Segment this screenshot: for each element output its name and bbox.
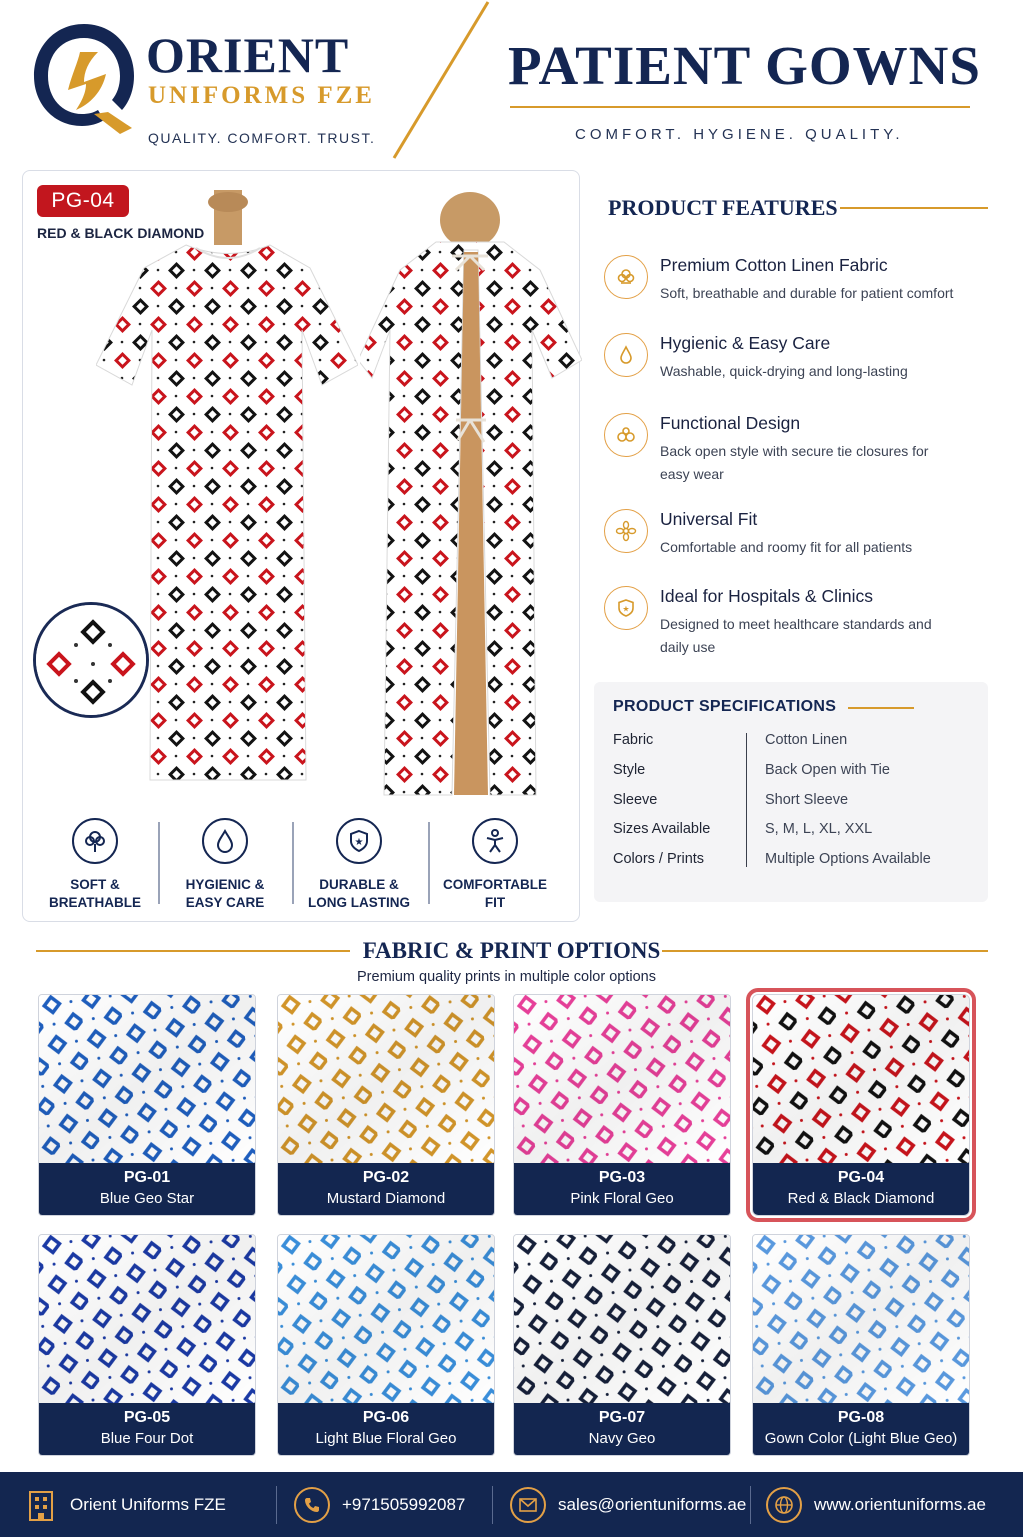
fabric-swatch-label (39, 1163, 255, 1215)
feature-title: Premium Cotton Linen Fabric (660, 255, 888, 275)
fabric-swatch-label (753, 1163, 969, 1215)
fabric-swatch-pg-05[interactable] (38, 1234, 256, 1456)
fabric-code: PG-02 (362, 1169, 410, 1186)
feature-desc: Comfortable and roomy fit for all patients (660, 539, 913, 555)
fabric-name: Navy Geo (588, 1430, 656, 1447)
fabric-swatch-label (278, 1403, 494, 1455)
spec-value: Cotton Linen (765, 732, 848, 748)
badge-label: HYGIENIC & EASY CARE (185, 877, 265, 910)
drop-icon (604, 333, 648, 377)
fabric-swatch-pg-08[interactable] (752, 1234, 970, 1456)
header-divider-slash (380, 0, 500, 160)
footer-company-name: Orient Uniforms FZE (70, 1494, 226, 1514)
footer-divider (492, 1486, 493, 1524)
fabric-pattern-preview (39, 995, 255, 1167)
person-comfort-icon (472, 818, 518, 864)
spec-key: Style (613, 762, 646, 778)
fabric-swatch-pg-04[interactable] (752, 994, 970, 1216)
gown-back-image (360, 190, 582, 800)
fabric-name: Pink Floral Geo (570, 1190, 674, 1207)
fabric-pattern-preview (753, 995, 969, 1167)
phone-icon (294, 1487, 330, 1523)
fabric-pattern-preview (278, 1235, 494, 1407)
title-tagline: COMFORT. HYGIENE. QUALITY. (575, 126, 904, 143)
feature-desc: Washable, quick-drying and long-lasting (660, 363, 908, 379)
flower-icon (604, 509, 648, 553)
brand-tagline: QUALITY. COMFORT. TRUST. (148, 130, 376, 146)
footer-website-url[interactable]: www.orientuniforms.ae (814, 1494, 986, 1514)
globe-icon (766, 1487, 802, 1523)
svg-text:★: ★ (622, 604, 630, 614)
shield-star-icon (336, 818, 382, 864)
fabric-code: PG-06 (362, 1409, 410, 1426)
badge-label: DURABLE & LONG LASTING (308, 877, 410, 910)
fabric-pattern-preview (514, 995, 730, 1167)
cotton-icon (604, 255, 648, 299)
feature-desc: Soft, breathable and durable for patient comfort (660, 285, 954, 301)
badge-soft-breathable (30, 818, 160, 912)
footer-email[interactable] (510, 1472, 746, 1537)
footer-phone-number[interactable]: +971505992087 (342, 1494, 466, 1514)
shield-icon (604, 586, 648, 630)
title-rule (510, 106, 970, 108)
spec-value: Back Open with Tie (765, 762, 890, 778)
fabric-swatch-pg-01[interactable] (38, 994, 256, 1216)
feature-badges (36, 818, 566, 914)
spec-value: Multiple Options Available (765, 851, 931, 867)
spec-key: Colors / Prints (613, 851, 705, 867)
orient-logo-mark (28, 18, 140, 136)
fabric-code: PG-08 (837, 1409, 885, 1426)
brand-name: ORIENT (146, 27, 350, 83)
email-icon (510, 1487, 546, 1523)
feature-title: Ideal for Hospitals & Clinics (660, 586, 873, 606)
fabric-swatch-label (514, 1403, 730, 1455)
fabric-pattern-preview (514, 1235, 730, 1407)
features-heading: PRODUCT FEATURES (608, 195, 838, 220)
footer-phone[interactable] (294, 1472, 465, 1537)
feature-desc: Designed to meet healthcare standards and daily use (660, 616, 932, 655)
footer-divider (750, 1486, 751, 1524)
product-code-badge: PG-04 (37, 185, 129, 217)
fabric-name: Blue Geo Star (99, 1190, 195, 1207)
fabric-name: Red & Black Diamond (787, 1190, 935, 1207)
fabric-subheading: Premium quality prints in multiple color options (357, 969, 656, 985)
fabric-code: PG-05 (123, 1409, 171, 1426)
badge-label: COMFORTABLE FIT (443, 877, 547, 910)
fabric-zoom-circle (33, 602, 149, 718)
feature-title: Hygienic & Easy Care (660, 333, 831, 353)
fabric-code: PG-07 (598, 1409, 646, 1426)
specs-divider (746, 733, 747, 867)
fabric-name: Light Blue Floral Geo (315, 1430, 457, 1447)
fabric-name: Gown Color (Light Blue Geo) (764, 1430, 958, 1447)
fabric-code: PG-01 (123, 1169, 171, 1186)
fabric-code: PG-03 (598, 1169, 646, 1186)
tie-icon (604, 413, 648, 457)
fabric-swatch-pg-03[interactable] (513, 994, 731, 1216)
feature-desc: Back open style with secure tie closures for easy wear (660, 443, 929, 482)
spec-key: Fabric (613, 732, 654, 748)
fabric-heading: FABRIC & PRINT OPTIONS (362, 938, 661, 963)
page-title: PATIENT GOWNS (508, 35, 981, 96)
footer-website[interactable] (766, 1472, 986, 1537)
badge-comfortable (430, 818, 560, 912)
cotton-flower-icon (72, 818, 118, 864)
water-drop-icon (202, 818, 248, 864)
gown-front-image (96, 190, 358, 790)
features-rule (840, 207, 988, 209)
fabric-swatch-label (753, 1403, 969, 1455)
feature-title: Functional Design (660, 413, 801, 433)
fabric-swatch-pg-07[interactable] (513, 1234, 731, 1456)
brand-subtitle: UNIFORMS FZE (148, 82, 375, 109)
spec-value: S, M, L, XL, XXL (765, 821, 873, 837)
badge-hygienic (160, 818, 290, 912)
fabric-swatch-pg-06[interactable] (277, 1234, 495, 1456)
footer-email-address[interactable]: sales@orientuniforms.ae (558, 1494, 747, 1514)
fabric-name: Blue Four Dot (100, 1430, 194, 1447)
spec-key: Sizes Available (613, 821, 711, 837)
fabric-pattern-preview (39, 1235, 255, 1407)
fabric-name: Mustard Diamond (326, 1190, 446, 1207)
spec-key: Sleeve (613, 792, 658, 808)
svg-text:★: ★ (354, 837, 364, 848)
footer-divider (276, 1486, 277, 1524)
spec-value: Short Sleeve (765, 792, 849, 808)
fabric-code: PG-04 (837, 1169, 885, 1186)
badge-durable (294, 818, 424, 912)
fabric-swatch-label (514, 1163, 730, 1215)
badge-label: SOFT & BREATHABLE (49, 877, 141, 910)
building-icon (26, 1488, 56, 1522)
product-name: RED & BLACK DIAMOND (37, 225, 205, 241)
fabric-pattern-preview (753, 1235, 969, 1407)
specs-rule (848, 707, 914, 709)
fabric-swatch-label (39, 1403, 255, 1455)
fabric-swatch-pg-02[interactable] (277, 994, 495, 1216)
fabric-pattern-preview (278, 995, 494, 1167)
fabric-swatch-label (278, 1163, 494, 1215)
footer-company (26, 1472, 226, 1537)
specs-heading: PRODUCT SPECIFICATIONS (613, 698, 837, 715)
feature-title: Universal Fit (660, 509, 758, 529)
